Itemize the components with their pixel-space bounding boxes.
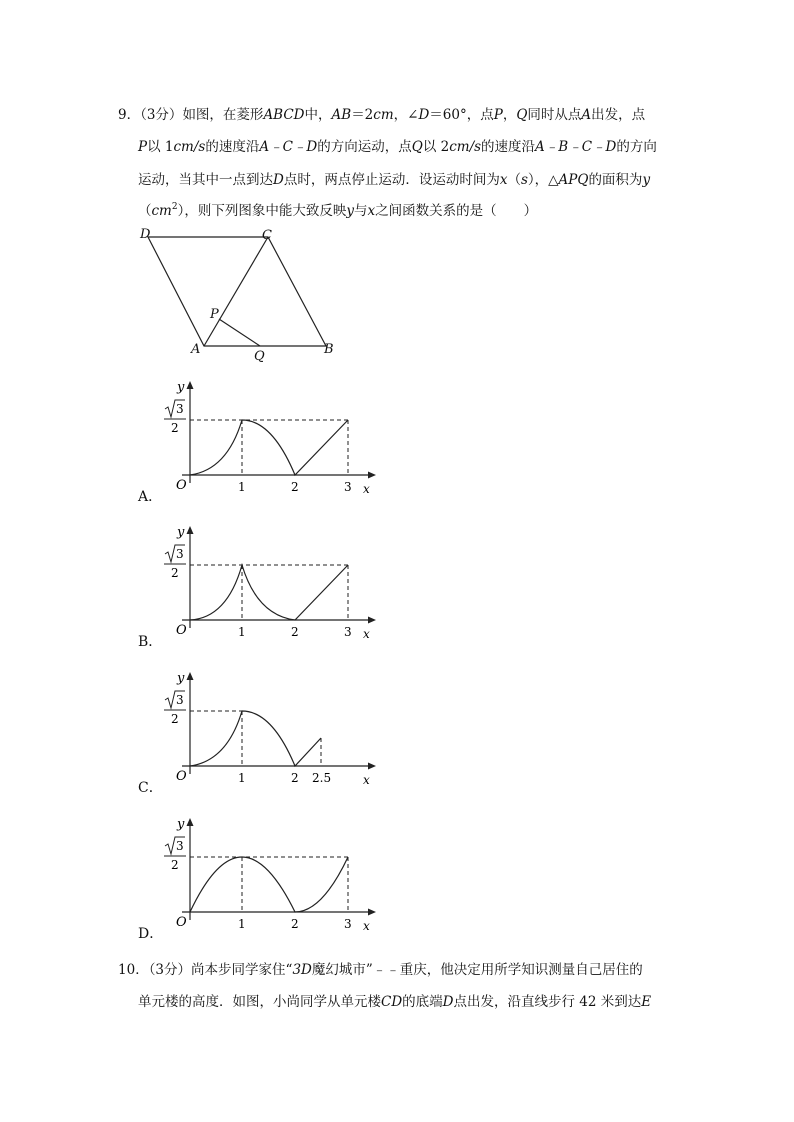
- function-curve: [190, 711, 321, 766]
- origin-label: O: [176, 769, 187, 784]
- x-axis-arrow: [368, 763, 376, 770]
- x-axis-arrow: [368, 909, 376, 916]
- label-q: Q: [254, 349, 265, 364]
- fraction-denominator: 2: [171, 712, 179, 726]
- tick-1: 1: [238, 917, 246, 931]
- tick-2: 2: [291, 771, 299, 785]
- x-label: x: [363, 627, 370, 641]
- x-axis-arrow: [368, 472, 376, 479]
- q10-line-2: 单元楼的高度．如图，小尚同学从单元楼CD的底端D点出发，沿直线步行 42 米到达E: [138, 994, 652, 1010]
- fraction-denominator: 2: [171, 858, 179, 872]
- tick-3: 3: [344, 625, 352, 639]
- origin-label: O: [176, 478, 187, 493]
- tick-2: 2: [291, 625, 299, 639]
- label-p: P: [210, 307, 219, 322]
- q9-line-2: P以 1cm/s的速度沿A﹣C﹣D的方向运动，点Q以 2cm/s的速度沿A﹣B﹣C﹣D的方向: [138, 139, 657, 155]
- q9-line-3: 运动，当其中一点到达D点时，两点停止运动．设运动时间为x（s），△APQ的面积为y: [138, 172, 651, 188]
- tick-2: 2: [291, 917, 299, 931]
- label-d: D: [140, 227, 151, 242]
- segment-pq: [219, 319, 260, 346]
- x-label: x: [363, 919, 370, 933]
- graph-b: [132, 520, 392, 645]
- sqrt-radicand: 3: [176, 693, 184, 707]
- label-a: A: [191, 342, 201, 357]
- tick-1: 1: [238, 480, 246, 494]
- option-a-label[interactable]: A．: [138, 489, 163, 505]
- graph-c: [132, 666, 392, 791]
- q9-line-1: 9．（3分）如图，在菱形ABCD中，AB＝2cm，∠D＝60°，点P，Q同时从点A出发，点: [118, 107, 646, 123]
- function-curve: [190, 420, 348, 475]
- y-label: y: [177, 380, 185, 395]
- y-label: y: [177, 817, 185, 832]
- tick-3: 3: [344, 917, 352, 931]
- y-axis-arrow: [187, 526, 194, 534]
- sqrt-radicand: 3: [176, 839, 184, 853]
- y-label: y: [177, 525, 185, 540]
- y-axis-arrow: [187, 818, 194, 826]
- function-curve: [190, 565, 348, 620]
- option-d-label[interactable]: D．: [138, 926, 164, 942]
- y-axis-arrow: [187, 672, 194, 680]
- label-c: C: [262, 228, 272, 243]
- y-axis-arrow: [187, 381, 194, 389]
- graph-a: [132, 375, 392, 500]
- origin-label: O: [176, 623, 187, 638]
- graph-d: [132, 812, 392, 937]
- q10-line-1: 10．（3分）尚本步同学家住“3D魔幻城市”﹣﹣重庆，他决定用所学知识测量自己居住的: [118, 962, 643, 978]
- tick-2-5: 2.5: [312, 771, 332, 785]
- tick-2: 2: [291, 480, 299, 494]
- option-b-label[interactable]: B．: [138, 634, 163, 650]
- rhombus-figure: [130, 222, 360, 367]
- tick-3: 3: [344, 480, 352, 494]
- fraction-denominator: 2: [171, 421, 179, 435]
- fraction-denominator: 2: [171, 566, 179, 580]
- label-b: B: [324, 342, 334, 357]
- x-label: x: [363, 773, 370, 787]
- x-axis-arrow: [368, 617, 376, 624]
- tick-1: 1: [238, 771, 246, 785]
- x-label: x: [363, 482, 370, 496]
- sqrt-radicand: 3: [176, 547, 184, 561]
- tick-1: 1: [238, 625, 246, 639]
- q9-line-4: $(cm^2)$，则下列图象中能大致反映y与x之间函数关系的是（ ）: [138, 202, 538, 219]
- origin-label: O: [176, 915, 187, 930]
- rhombus-shape: [148, 237, 326, 346]
- option-c-label[interactable]: C．: [138, 780, 163, 796]
- function-curve: [190, 857, 348, 912]
- sqrt-radicand: 3: [176, 402, 184, 416]
- y-label: y: [177, 671, 185, 686]
